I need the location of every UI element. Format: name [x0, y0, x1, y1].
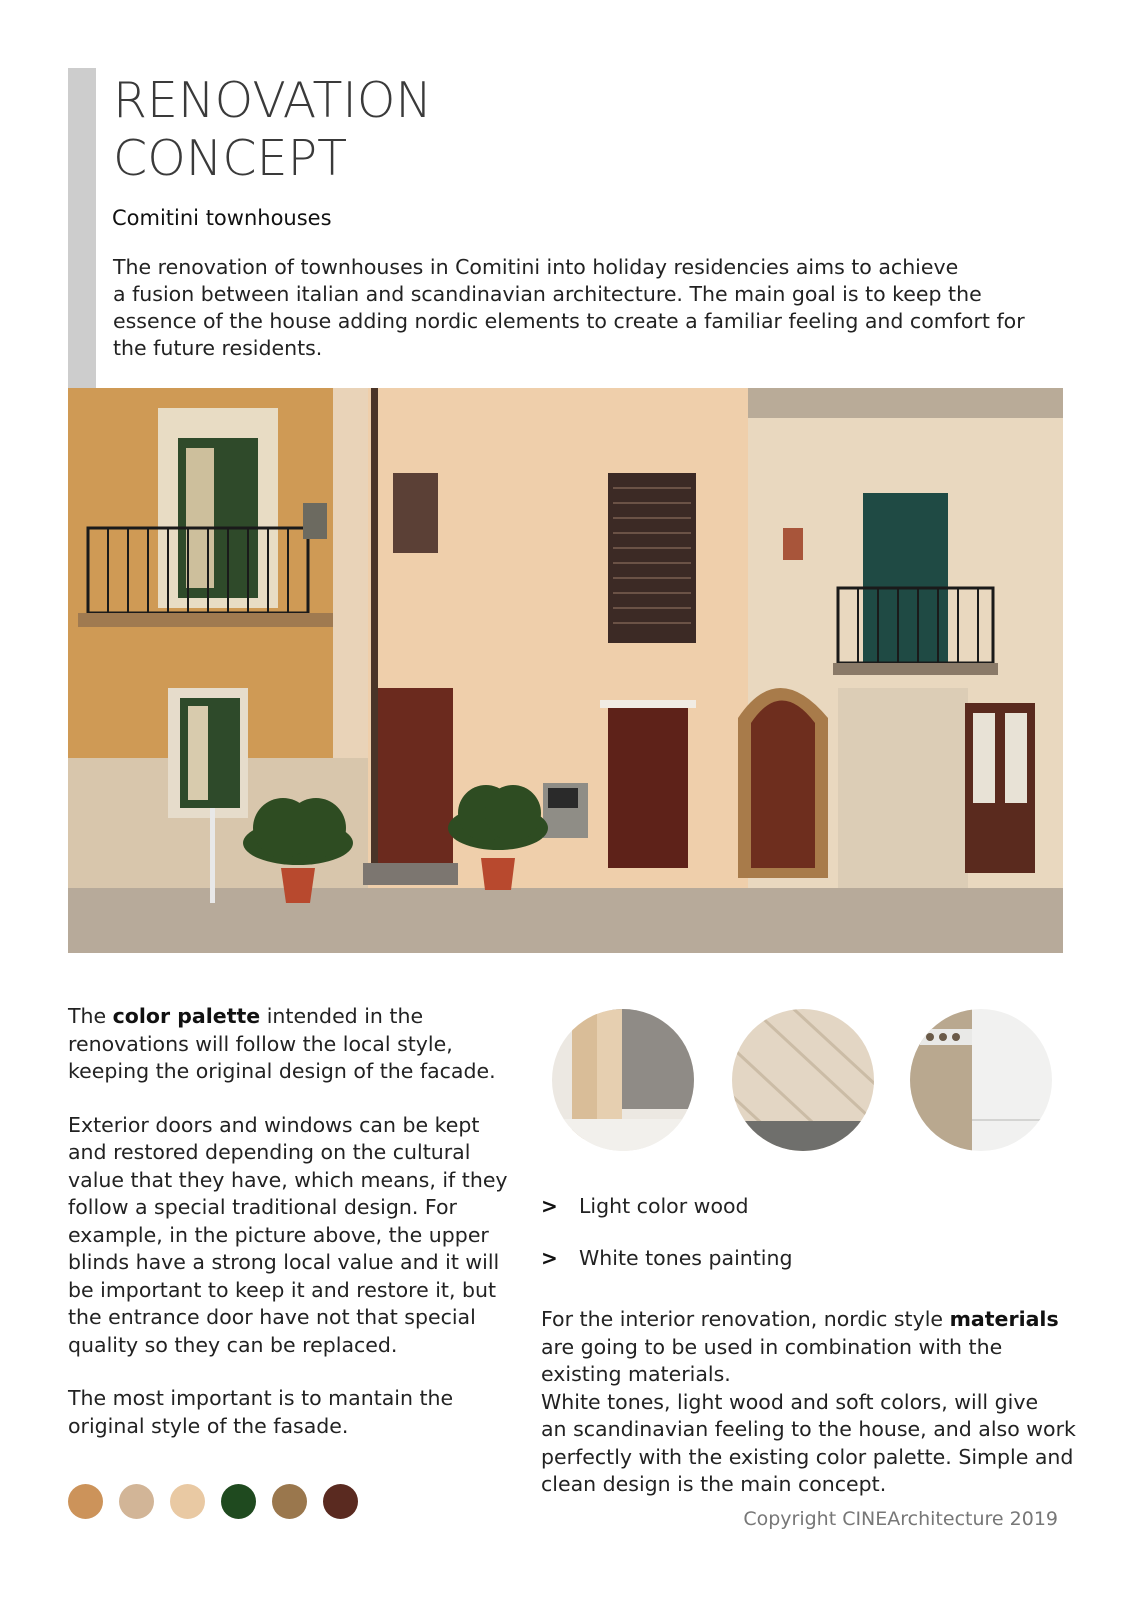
bullet-item [541, 1245, 793, 1271]
palette-line: renovations will follow the local style, [68, 1031, 453, 1056]
interior-bold-text: materials [949, 1307, 1059, 1331]
bullet-text: White tones painting [579, 1246, 793, 1270]
swatch-dark-brown [323, 1484, 358, 1519]
palette-line1-rest: intended in the [260, 1004, 424, 1028]
palette-line: keeping the original design of the facade. [68, 1059, 496, 1083]
interior-line: are going to be used in combination with the [541, 1334, 1003, 1359]
interior-lead-text: For the interior renovation, nordic style [541, 1307, 950, 1331]
style-line: original style of the fasade. [68, 1413, 349, 1438]
intro-line: essence of the house adding nordic elements to create a familiar feeling and comfort for [113, 309, 1025, 333]
page-title [113, 72, 432, 188]
style-paragraph [68, 1385, 538, 1440]
doors-line: follow a special traditional design. For [68, 1195, 457, 1219]
title-accent-bar [68, 68, 96, 388]
palette-lead-text: The [68, 1004, 113, 1028]
arrow-icon: > [541, 1194, 558, 1218]
doors-line: blinds have a strong local value and it will [68, 1250, 500, 1274]
swatch-sand [170, 1484, 205, 1519]
palette-paragraph [68, 1003, 538, 1086]
page-title-line-2: CONCEPT [113, 130, 348, 187]
style-line: The most important is to mantain the [68, 1386, 454, 1410]
interior-line: an scandinavian feeling to the house, and also work [541, 1417, 1076, 1441]
white-wall-hooks-sample-image [910, 1009, 1052, 1151]
swatch-green [221, 1484, 256, 1519]
doors-line: the entrance door have not that special [68, 1305, 476, 1329]
swatch-brown [272, 1484, 307, 1519]
bullet-text: Light color wood [579, 1194, 749, 1218]
interior-paragraph [541, 1306, 1076, 1499]
doors-line: quality so they can be replaced. [68, 1332, 398, 1357]
material-bullet-list [541, 1193, 793, 1297]
interior-line: perfectly with the existing color palette. Simple and [541, 1444, 1074, 1469]
intro-paragraph [113, 254, 1043, 362]
palette-line [68, 1003, 538, 1031]
doors-paragraph [68, 1112, 538, 1360]
intro-line: the future residents. [113, 336, 323, 360]
doors-line: value that they have, which means, if they [68, 1167, 508, 1192]
wood-frame-sample-image [552, 1009, 694, 1151]
page-subtitle: Comitini townhouses [112, 206, 332, 230]
interior-line: existing materials. [541, 1362, 731, 1386]
doors-line: be important to keep it and restore it, but [68, 1277, 497, 1302]
doors-line: and restored depending on the cultural [68, 1140, 471, 1164]
intro-line: The renovation of townhouses in Comitini into holiday residencies aims to achieve [113, 255, 959, 279]
townhouse-facade-photo [68, 388, 1063, 953]
color-palette-swatches [68, 1484, 358, 1519]
interior-line: White tones, light wood and soft colors, will give [541, 1389, 1039, 1414]
doors-line: example, in the picture above, the upper [68, 1222, 489, 1247]
swatch-beige [119, 1484, 154, 1519]
light-wood-floor-sample-image [732, 1009, 874, 1151]
swatch-ochre [68, 1484, 103, 1519]
interior-line [541, 1306, 1061, 1334]
left-text-column [68, 1003, 538, 1466]
bullet-item [541, 1193, 793, 1219]
material-samples [552, 1009, 1052, 1151]
page-title-line-1: RENOVATION [113, 72, 433, 129]
copyright-footer: Copyright CINEArchitecture 2019 [743, 1508, 1058, 1530]
doors-line: Exterior doors and windows can be kept [68, 1112, 480, 1137]
arrow-icon: > [541, 1246, 558, 1270]
intro-line: a fusion between italian and scandinavian architecture. The main goal is to keep the [113, 282, 982, 306]
palette-bold-text: color palette [112, 1004, 261, 1028]
interior-line: clean design is the main concept. [541, 1472, 887, 1496]
